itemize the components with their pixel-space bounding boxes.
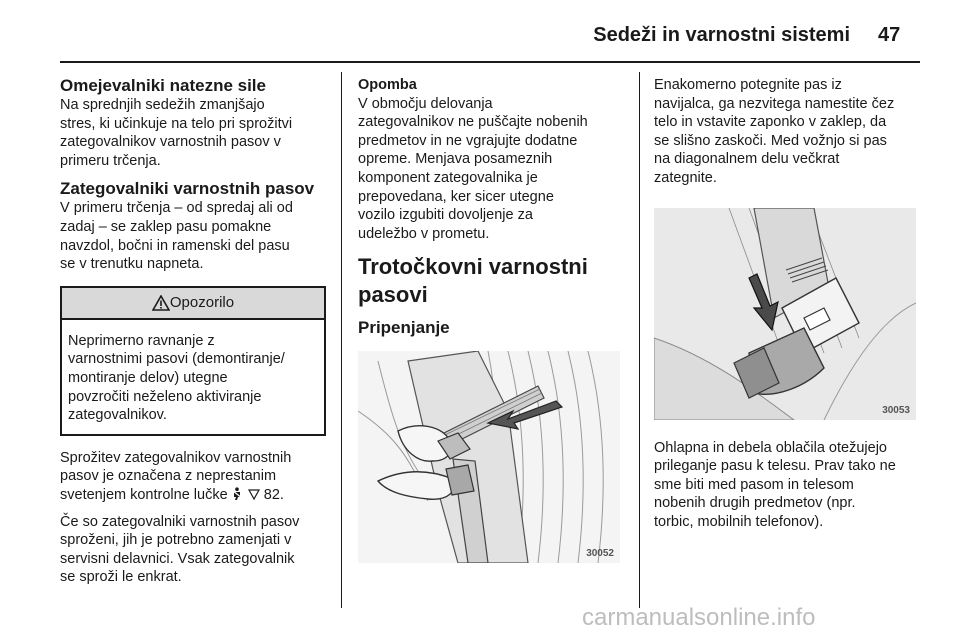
text-line: primeru trčenja. bbox=[60, 152, 161, 169]
page-reference-arrow-icon bbox=[248, 488, 260, 500]
text-line: Sprožitev zategovalnikov varnostnih bbox=[60, 449, 292, 466]
column-right bbox=[654, 76, 924, 532]
text-line: servisni delavnici. Vsak zategovalnik bbox=[60, 550, 295, 567]
text-line: predmetov in ne vgrajujte dodatne bbox=[358, 132, 578, 149]
text-line: na diagonalnem delu večkrat bbox=[654, 151, 840, 168]
force-limiters-text bbox=[60, 96, 330, 170]
header-rule bbox=[60, 61, 920, 63]
column-divider-left bbox=[341, 72, 342, 608]
text-line: Če so zategovalniki varnostnih pasov bbox=[60, 513, 300, 530]
text-line: torbic, mobilnih telefonov). bbox=[654, 513, 824, 530]
header-title: Sedeži in varnostni sistemi bbox=[593, 24, 850, 46]
text-line: Na sprednjih sedežih zmanjšajo bbox=[60, 97, 265, 113]
text-line: stres, ki učinkuje na telo pri sprožitvi bbox=[60, 115, 293, 132]
text-line: zadaj – se zaklep pasu pomakne bbox=[60, 218, 272, 235]
watermark: carmanualsonline.info bbox=[582, 604, 816, 631]
text-line: zategovalnikov. bbox=[68, 407, 167, 424]
text-line: se v trenutku napneta. bbox=[60, 256, 204, 273]
pretensioner-replacement-text bbox=[60, 513, 330, 587]
text-line: vozilo izgubiti dovoljenje za bbox=[358, 207, 533, 224]
text-line: navzdol, bočni in ramenski del pasu bbox=[60, 237, 290, 254]
page-reference-link[interactable]: 82. bbox=[263, 486, 284, 503]
fastening-instructions-text bbox=[654, 76, 924, 188]
clothing-advice-text bbox=[654, 439, 924, 532]
text-line: prepovedana, ker sicer utegne bbox=[358, 188, 554, 205]
text-line: telo in vstavite zaponko v zaklep, da bbox=[654, 114, 887, 131]
column-middle bbox=[358, 76, 626, 563]
text-line: V primeru trčenja – od spredaj ali od bbox=[60, 200, 293, 217]
note-text bbox=[358, 95, 626, 244]
text-line: pasov je označena z neprestanim bbox=[60, 468, 277, 485]
illustration-person-buckling-belt bbox=[358, 351, 620, 563]
figure-fastening-belt bbox=[358, 351, 620, 563]
pretensioners-text bbox=[60, 199, 330, 273]
text-line: sme biti med pasom in telesom bbox=[654, 476, 854, 493]
page-number: 47 bbox=[878, 24, 901, 46]
text-line: Ohlapna in debela oblačila otežujejo bbox=[654, 439, 887, 456]
text-line: prileganje pasu k telesu. Prav tako ne bbox=[654, 458, 896, 475]
warning-text bbox=[62, 320, 324, 434]
text-line: montiranje delov) utegne bbox=[68, 369, 228, 386]
note-heading: Opomba bbox=[358, 77, 417, 93]
text-line: navijalca, ga nezvitega namestite čez bbox=[654, 95, 895, 112]
figure-id: 30052 bbox=[586, 548, 614, 560]
illustration-buckle-latch bbox=[654, 208, 916, 420]
text-line: varnostnimi pasovi (demontiranje/ bbox=[68, 351, 285, 368]
text-line-with-icons bbox=[60, 486, 330, 505]
figure-id: 30053 bbox=[882, 404, 910, 416]
text-line: V območju delovanja bbox=[358, 95, 493, 112]
figure-buckle-insertion bbox=[654, 208, 916, 420]
text-line: zategovalnikov varnostnih pasov v bbox=[60, 134, 281, 151]
seatbelt-warning-lamp-icon bbox=[232, 487, 244, 501]
text-segment: svetenjem kontrolne lučke bbox=[60, 486, 228, 503]
warning-triangle-icon bbox=[152, 295, 170, 311]
text-line: se sproži le enkrat. bbox=[60, 569, 182, 586]
section-heading-pretensioners: Zategovalniki varnostnih pasov bbox=[60, 179, 315, 199]
section-heading-force-limiters: Omejevalniki natezne sile bbox=[60, 76, 266, 95]
text-line: povzročiti neželeno aktiviranje bbox=[68, 388, 262, 405]
warning-box-header bbox=[62, 288, 324, 320]
text-line: Neprimerno ravnanje z bbox=[68, 332, 215, 349]
text-line: se slišno zaskoči. Med vožnjo si pas bbox=[654, 132, 887, 149]
text-line: nobenih drugih predmetov (npr. bbox=[654, 495, 856, 512]
text-line: udeležbo v prometu. bbox=[358, 225, 490, 242]
text-line: pasovi bbox=[358, 282, 428, 308]
text-line: opreme. Menjava posameznih bbox=[358, 151, 553, 168]
column-left bbox=[60, 76, 330, 587]
section-heading-three-point-belts bbox=[358, 253, 626, 309]
column-divider-right bbox=[639, 72, 640, 608]
text-line: sproženi, jih je potrebno zamenjati v bbox=[60, 532, 292, 549]
warning-title: Opozorilo bbox=[169, 294, 235, 312]
text-line: zategovalnikov ne puščajte nobenih bbox=[358, 114, 588, 131]
text-line: komponent zategovalnika je bbox=[358, 169, 538, 186]
warning-box bbox=[60, 286, 326, 436]
pretensioner-indicator-text bbox=[60, 449, 330, 505]
subheading-fastening: Pripenjanje bbox=[358, 318, 450, 338]
text-line: Trotočkovni varnostni bbox=[358, 254, 588, 280]
text-line: zategnite. bbox=[654, 169, 717, 186]
text-line: Enakomerno potegnite pas iz bbox=[654, 77, 842, 93]
